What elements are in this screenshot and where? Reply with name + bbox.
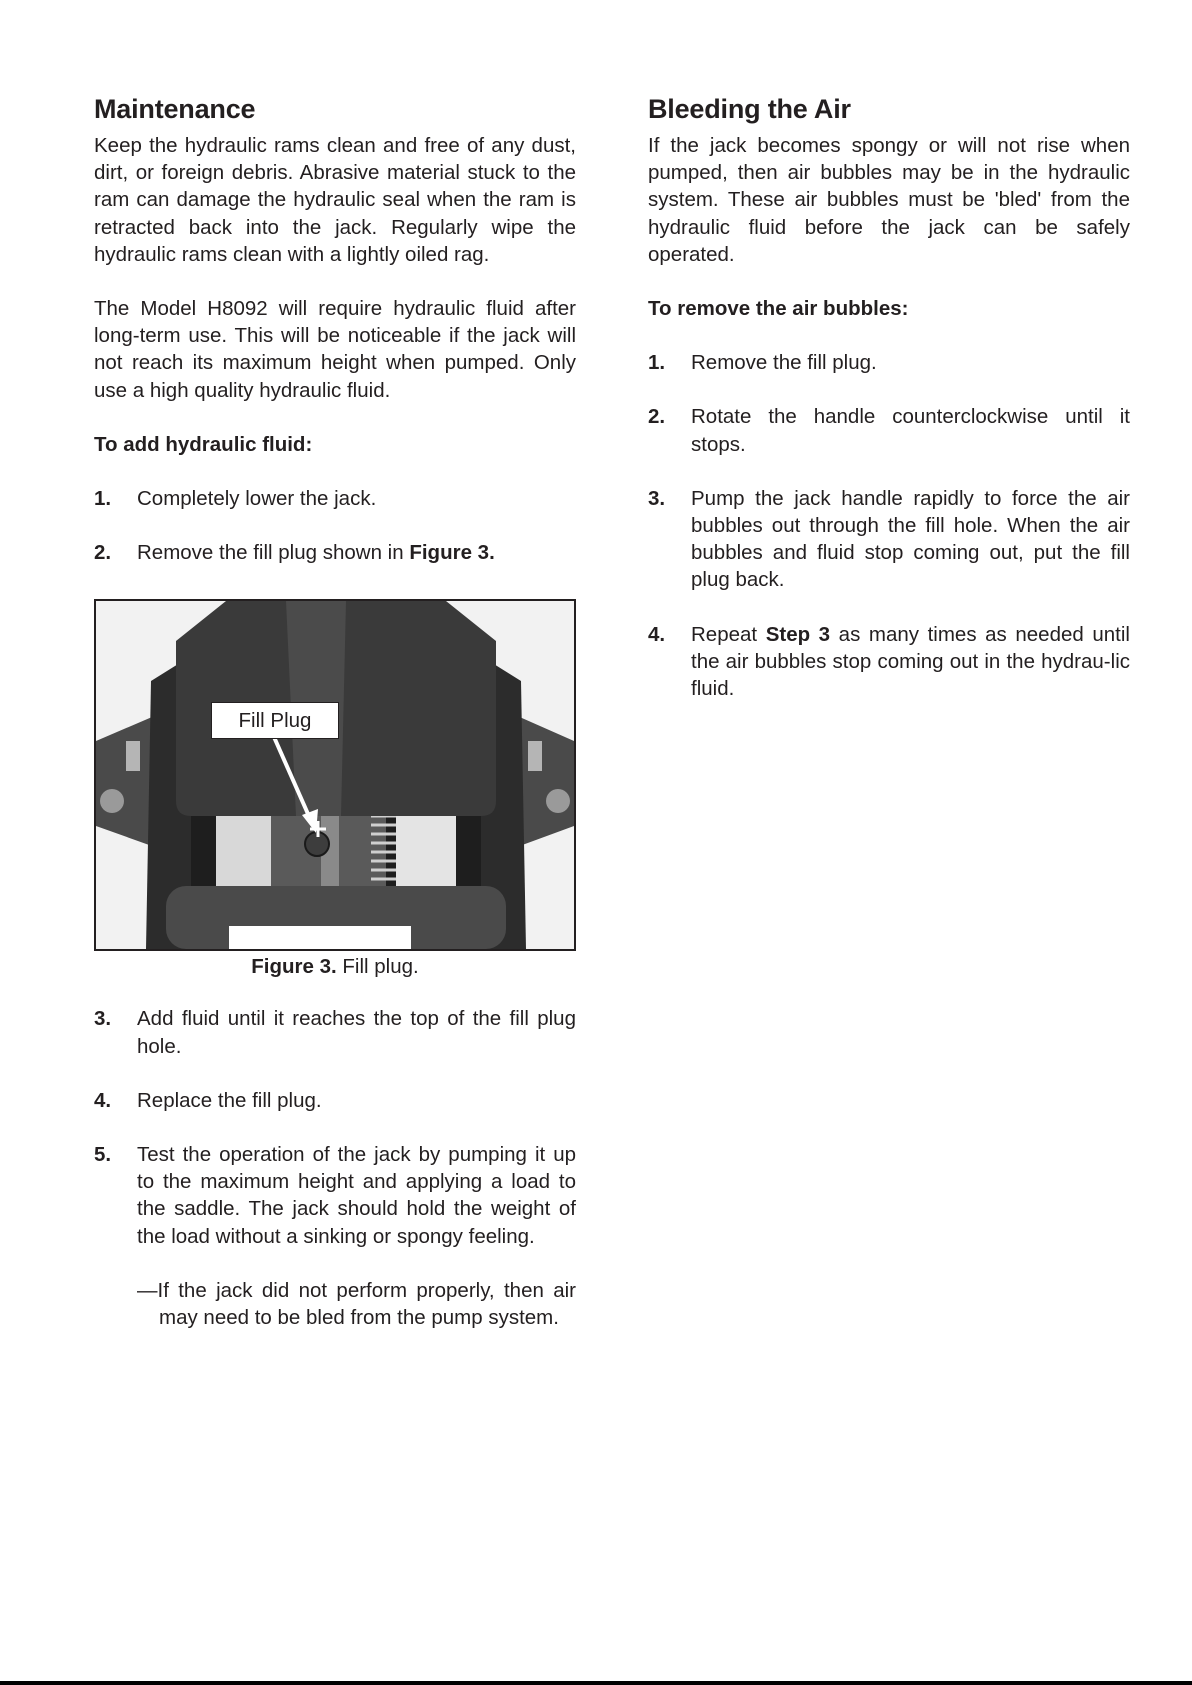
figure-reference: Figure 3. — [409, 541, 495, 565]
maintenance-heading: Maintenance — [94, 94, 256, 124]
bleed-step-4 — [648, 621, 1130, 703]
step-text: Rotate the handle counterclockwise until it stops. — [691, 405, 1130, 456]
step-text: Completely lower the jack. — [137, 487, 377, 511]
maintenance-paragraph-1: Keep the hydraulic rams clean and free of any dust, dirt, or foreign debris. Abrasive material stuck to the ram can damage the hydraulic seal when the ram is retracted back into the jack. Regularly wipe the hydraulic rams clean with a lightly oiled rag. — [94, 134, 576, 266]
step-text-suffix: as many times as needed until the air bubbles stop coming out in the hydrau-lic fluid. — [691, 622, 1130, 701]
remove-bubbles-subheading: To remove the air bubbles: — [648, 297, 909, 321]
maintenance-column — [94, 92, 576, 1331]
add-fluid-step-2 — [94, 539, 576, 566]
figure-caption-text: Fill plug. — [336, 955, 419, 979]
step-number: 4. — [94, 1088, 112, 1112]
step-text-prefix: Remove the fill plug shown in — [137, 541, 410, 565]
add-fluid-step-3 — [94, 1005, 576, 1059]
bleeding-air-column — [648, 92, 1130, 702]
step-text: Remove the fill plug. — [691, 351, 877, 375]
step-number: 3. — [94, 1007, 112, 1031]
add-fluid-step-5 — [94, 1141, 576, 1250]
step-text-prefix: Repeat — [691, 622, 766, 646]
step-number: 1. — [648, 351, 666, 375]
bleeding-air-heading: Bleeding the Air — [648, 94, 851, 124]
step-reference: Step 3 — [765, 622, 831, 646]
bleeding-air-paragraph: If the jack becomes spongy or will not rise when pumped, then air bubbles may be in the hydraulic system. These air bubbles must be 'bled' from the hydraulic fluid before the jack can be safely operated. — [648, 134, 1130, 266]
fill-plug-callout: Fill Plug — [211, 702, 339, 739]
step-number: 1. — [94, 487, 112, 511]
bleed-step-2 — [648, 403, 1130, 457]
step-number: 5. — [94, 1143, 112, 1167]
step-text — [137, 539, 576, 566]
figure-caption-number: Figure 3. — [251, 955, 337, 979]
step-text: Test the operation of the jack by pumping it up to the maximum height and applying a load to the saddle. The jack should hold the weight of the load without a sinking or spongy feeling. — [137, 1143, 576, 1248]
bleed-air-note: —If the jack did not perform properly, then air may need to be bled from the pump system. — [137, 1278, 576, 1330]
bleed-step-3 — [648, 485, 1130, 594]
step-text: Replace the fill plug. — [137, 1088, 322, 1112]
add-fluid-subheading: To add hydraulic fluid: — [94, 432, 313, 456]
jack-photo-illustration — [96, 601, 574, 949]
figure-3-fill-plug-photo — [94, 599, 576, 951]
step-number: 2. — [648, 405, 666, 429]
step-number: 4. — [648, 622, 666, 646]
step-number: 2. — [94, 541, 112, 565]
step-number: 3. — [648, 486, 666, 510]
page-bottom-rule — [0, 1681, 1192, 1685]
figure-3-caption — [94, 953, 576, 980]
add-fluid-step-1 — [94, 485, 576, 512]
step-text: Pump the jack handle rapidly to force the air bubbles out through the fill hole. When the air bubbles and fluid stop coming out, put the fill plug back. — [691, 486, 1130, 592]
maintenance-paragraph-2: The Model H8092 will require hydraulic fluid after long-term use. This will be noticeable if the jack will not reach its maximum height when pumped. Only use a high quality hydraulic fluid. — [94, 297, 576, 402]
bleed-step-1 — [648, 349, 1130, 376]
add-fluid-step-4 — [94, 1087, 576, 1114]
step-text — [691, 621, 1130, 703]
step-text: Add fluid until it reaches the top of the fill plug hole. — [137, 1007, 576, 1058]
